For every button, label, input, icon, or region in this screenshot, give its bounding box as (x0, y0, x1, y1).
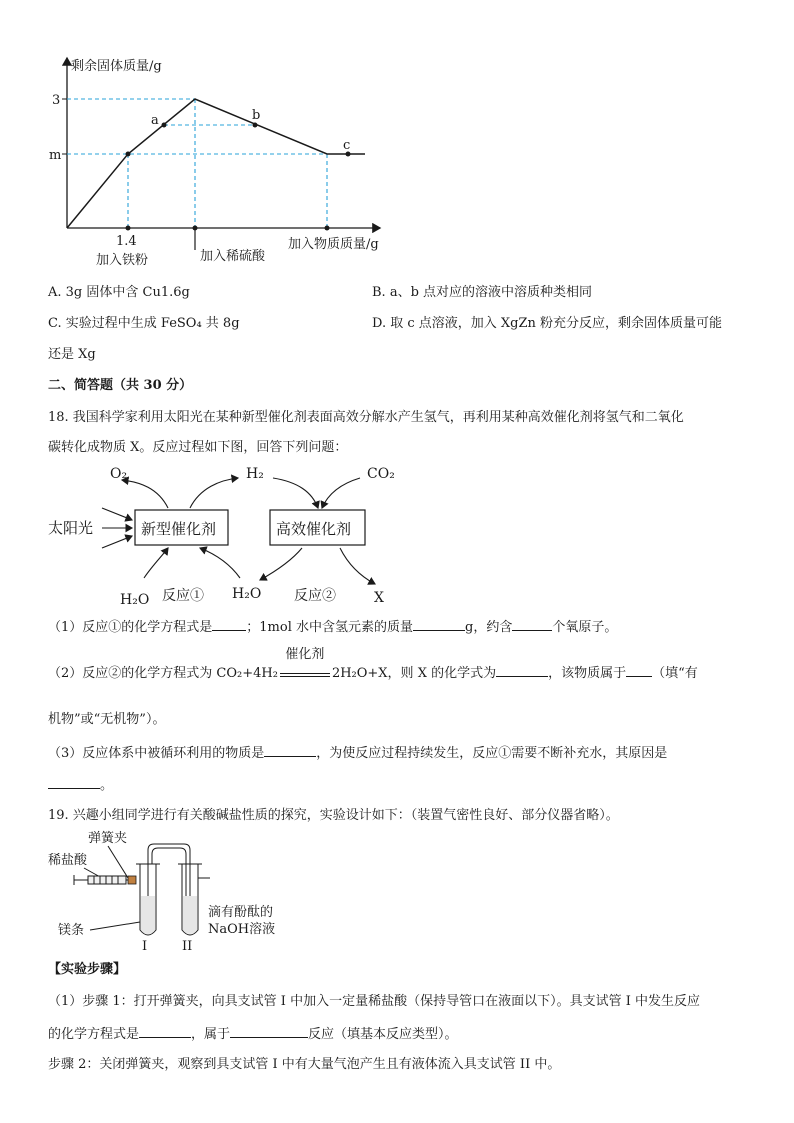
point-1-4 (126, 152, 131, 157)
co2-label: CO₂ (367, 466, 395, 482)
apparatus-diagram (44, 826, 304, 954)
mg-label: 镁条 (58, 923, 85, 938)
q18-intro-1: 18. 我国科学家利用太阳光在某种新型催化剂表面高效分解水产生氢气，再利用某种高效催化剂将氢气和二氧化 (48, 410, 684, 425)
point-b (253, 123, 258, 128)
mass-curve (67, 99, 365, 228)
tube-2-label: II (182, 939, 193, 954)
q19-s2: 步骤 2：关闭弹簧夹，观察到具支试管 I 中有大量气泡产生且有液体流入具支试管 II 中。 (48, 1057, 561, 1072)
point-a (162, 123, 167, 128)
catalyst-eff-label: 高效催化剂 (276, 520, 352, 538)
h2o-mid-label: H₂O (232, 586, 262, 602)
solution-label-1: 滴有酚酞的 (208, 905, 274, 920)
clamp-label: 弹簧夹 (88, 831, 128, 846)
acid-label: 稀盐酸 (48, 853, 88, 868)
q19-s1-line2: 的化学方程式是 ，属于 反应（填基本反应类型）。 (48, 1027, 458, 1042)
label-c: c (343, 138, 351, 153)
x-point-end (325, 226, 330, 231)
reaction1-label: 反应① (162, 588, 204, 604)
y-tick-3: 3 (52, 93, 61, 108)
catalyst-condition: 催化剂 (280, 665, 330, 677)
option-a: A. 3g 固体中含 Cu1.6g (48, 285, 190, 300)
label-b: b (252, 108, 261, 123)
section-heading: 二、简答题（共 30 分） (48, 378, 193, 393)
q18-p3-cont: 。 (48, 776, 113, 794)
x-label: X (374, 590, 384, 606)
q18-p2: （2）反应②的化学方程式为 CO₂+4H₂ 催化剂 2H₂O+X，则 X 的化学式为 ，该物质属于 （填“有 (48, 647, 698, 681)
q18-p1: （1）反应①的化学方程式是 ；1mol 水中含氢元素的质量 g，约含 个氧原子。 (48, 620, 618, 635)
spring-clamp (128, 876, 136, 884)
catalyst-new-label: 新型催化剂 (141, 520, 217, 538)
option-c: C. 实验过程中生成 FeSO₄ 共 8g (48, 316, 240, 331)
solution-label-2: NaOH溶液 (208, 922, 276, 937)
mass-graph (40, 52, 400, 277)
x-tick-1-4: 1.4 (116, 234, 137, 249)
steps-heading: 【实验步骤】 (48, 962, 127, 977)
y-tick-m: m (49, 148, 62, 163)
guide-lines (67, 99, 327, 228)
q19-s1-line1: （1）步骤 1：打开弹簧夹，向具支试管 I 中加入一定量稀盐酸（保持导管口在液面以下）。具支试管 I 中发生反应 (48, 994, 700, 1009)
option-d: D. 取 c 点溶液，加入 XgZn 粉充分反应，剩余固体质量可能 (372, 316, 723, 331)
reaction2-label: 反应② (294, 588, 336, 604)
h2o-left-label: H₂O (120, 592, 150, 608)
q18-p3: （3）反应体系中被循环利用的物质是 ，为使反应过程持续发生，反应①需要不断补充水，其原因是 (48, 746, 668, 761)
q18-intro-2: 碳转化成物质 X。反应过程如下图，回答下列问题： (48, 440, 348, 455)
option-d-cont: 还是 Xg (48, 347, 96, 362)
x-axis-label: 加入物质质量/g (288, 237, 379, 252)
y-axis-label: 剩余固体质量/g (71, 59, 162, 74)
reaction-diagram (40, 460, 420, 610)
sunlight-label: 太阳光 (48, 519, 94, 537)
label-iron: 加入铁粉 (96, 253, 149, 268)
h2-label: H₂ (246, 466, 264, 482)
q18-p2-cont: 机物”或“无机物”）。 (48, 712, 166, 727)
label-acid: 加入稀硫酸 (200, 249, 266, 264)
x-point-1-4 (126, 226, 131, 231)
option-b: B. a、b 点对应的溶液中溶质种类相同 (372, 285, 593, 300)
tube-1-label: I (142, 939, 148, 954)
q19-intro: 19. 兴趣小组同学进行有关酸碱盐性质的探究，实验设计如下：（装置气密性良好、部分仪器省略）。 (48, 808, 619, 823)
o2-label: O₂ (110, 466, 128, 482)
label-a: a (151, 113, 159, 128)
